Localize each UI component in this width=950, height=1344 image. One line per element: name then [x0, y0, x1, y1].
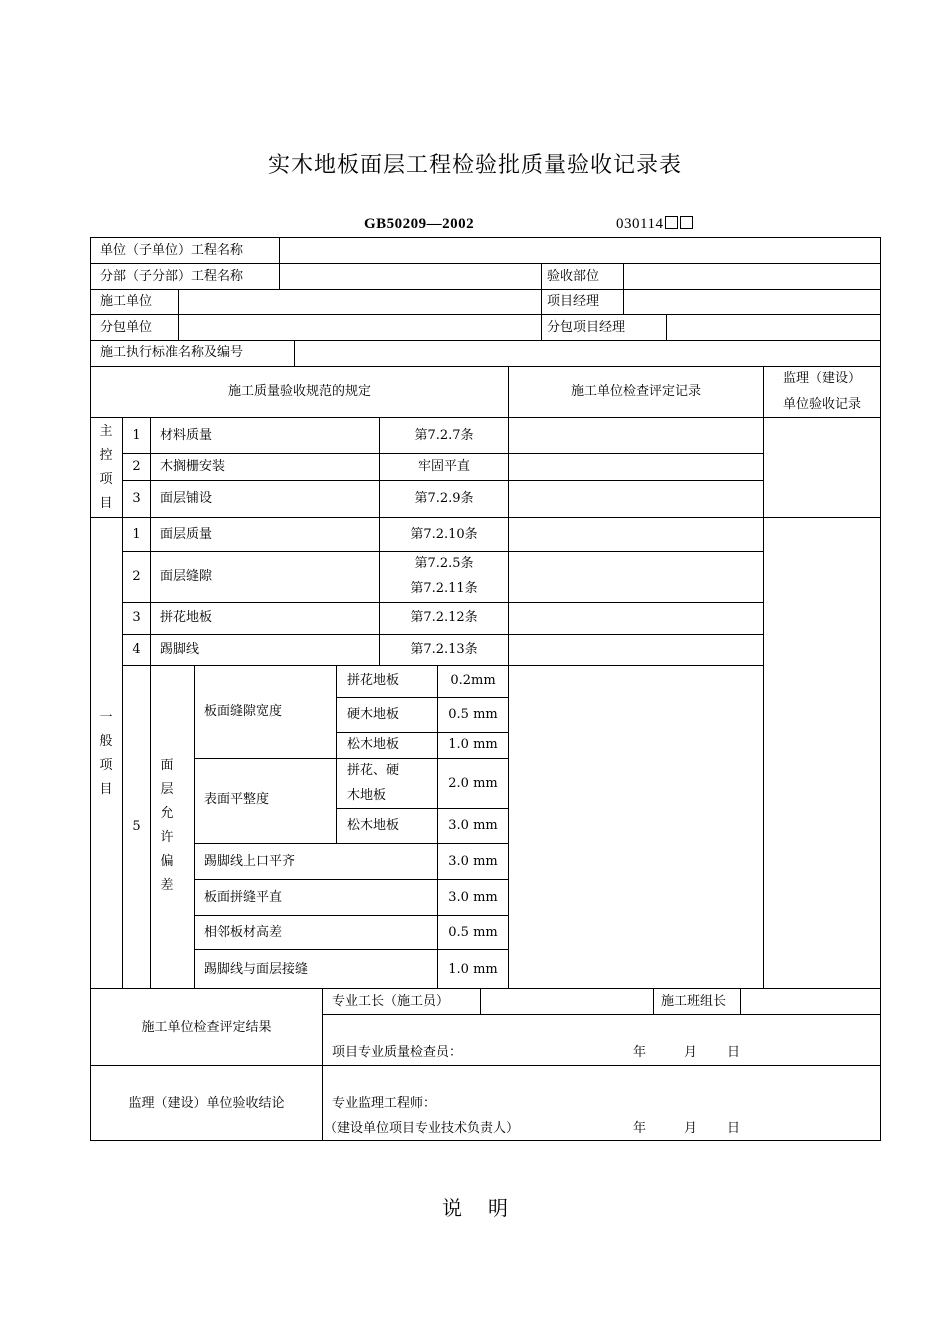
item-name: 木搁栅安装 [160, 459, 226, 474]
vline [666, 314, 667, 340]
vline [90, 237, 91, 1141]
hline [90, 263, 881, 264]
main-items-group-label: 主控项目 [99, 424, 113, 511]
vline [336, 665, 337, 844]
month-label: 月 [684, 1045, 698, 1060]
tolerance-kind-2: 木地板 [347, 788, 387, 803]
hline [336, 808, 509, 809]
hline [90, 237, 881, 238]
vline [150, 417, 151, 989]
hline [122, 453, 763, 454]
vline [880, 237, 881, 1141]
tolerance-value: 0.5 mm [448, 707, 498, 722]
supervisor-column-header-2: 单位验收记录 [782, 397, 861, 412]
item-clause: 第7.2.9条 [414, 491, 474, 506]
hline [122, 551, 763, 552]
vline [322, 988, 323, 1141]
page-title: 实木地板面层工程检验批质量验收记录表 [267, 153, 682, 178]
tolerance-value: 3.0 mm [448, 818, 498, 833]
tolerance-value: 1.0 mm [448, 737, 498, 752]
item-no: 2 [132, 459, 141, 474]
hline [90, 340, 881, 341]
item-no: 4 [132, 642, 141, 657]
tolerance-value: 3.0 mm [448, 854, 498, 869]
tolerance-other-name: 踢脚线上口平齐 [204, 854, 296, 869]
tolerance-other-name: 板面拼缝平直 [204, 890, 283, 905]
tolerance-value: 2.0 mm [448, 776, 498, 791]
hline [122, 634, 763, 635]
hline [194, 758, 509, 759]
standard-name-label: 施工执行标准名称及编号 [100, 345, 244, 360]
item-clause: 第7.2.10条 [410, 527, 478, 542]
vline [279, 237, 280, 289]
tolerance-kind: 硬木地板 [347, 707, 400, 722]
team-leader-label: 施工班组长 [661, 994, 727, 1009]
supervision-conclusion-label: 监理（建设）单位验收结论 [128, 1096, 285, 1111]
tolerance-kind: 松木地板 [347, 818, 400, 833]
day-label: 日 [727, 1045, 741, 1060]
item-clause: 第7.2.13条 [410, 642, 478, 657]
item-name: 踢脚线 [160, 642, 200, 657]
foreman-label: 专业工长（施工员） [332, 994, 450, 1009]
construction-unit-label: 施工单位 [100, 294, 153, 309]
vline [508, 366, 509, 989]
tolerance-value: 1.0 mm [448, 962, 498, 977]
tolerance-kind: 松木地板 [347, 737, 400, 752]
hline [122, 602, 763, 603]
owner-tech-label: （建设单位项目专业技术负责人） [324, 1121, 520, 1136]
supervisor-engineer-label: 专业监理工程师： [332, 1096, 437, 1111]
qc-inspector-label: 项目专业质量检查员： [332, 1045, 463, 1060]
year-label: 年 [633, 1121, 647, 1136]
month-label: 月 [684, 1121, 698, 1136]
vline [653, 988, 654, 1014]
item-clause: 牢固平直 [417, 459, 470, 474]
hline [322, 1014, 881, 1015]
hline [90, 314, 881, 315]
acceptance-part-label: 验收部位 [547, 269, 600, 284]
vline [294, 340, 295, 366]
vline [480, 988, 481, 1014]
vline [763, 366, 764, 989]
supervisor-column-header-1: 监理（建设） [782, 371, 861, 386]
subcontract-manager-label: 分包项目经理 [547, 320, 626, 335]
vline [178, 289, 179, 340]
hline [194, 879, 509, 880]
project-manager-label: 项目经理 [547, 294, 600, 309]
hline [194, 843, 509, 844]
hline [90, 1065, 881, 1066]
spec-column-header: 施工质量验收规范的规定 [227, 384, 371, 399]
hline [336, 732, 509, 733]
vline [194, 665, 195, 989]
tolerance-other-name: 相邻板材高差 [204, 925, 283, 940]
item-name: 面层铺设 [160, 491, 213, 506]
flatness-label: 表面平整度 [204, 792, 270, 807]
vline [623, 263, 624, 314]
item-clause: 第7.2.12条 [410, 610, 478, 625]
checkbox-2[interactable] [680, 216, 693, 229]
item-name: 面层质量 [160, 527, 213, 542]
item-name: 拼花地板 [160, 610, 213, 625]
item-clause: 第7.2.5条 [414, 556, 474, 571]
hline [122, 480, 763, 481]
vline [541, 263, 542, 340]
item-no: 2 [132, 569, 141, 584]
item-no: 1 [132, 428, 141, 443]
hline [194, 949, 509, 950]
form-code-text: 030114 [616, 216, 664, 232]
item-no: 3 [132, 610, 141, 625]
gap-width-label: 板面缝隙宽度 [204, 704, 283, 719]
explain-heading: 说明 [442, 1196, 534, 1220]
item-clause-2: 第7.2.11条 [410, 581, 478, 596]
hline [336, 697, 509, 698]
year-label: 年 [633, 1045, 647, 1060]
item-name: 材料质量 [160, 428, 213, 443]
hline [194, 915, 509, 916]
tolerance-value: 0.5 mm [448, 925, 498, 940]
item-no: 3 [132, 491, 141, 506]
item-name: 面层缝隙 [160, 569, 213, 584]
sub-project-name-label: 分部（子分部）工程名称 [100, 269, 244, 284]
check-result-label: 施工单位检查评定结果 [141, 1020, 272, 1035]
hline [90, 289, 881, 290]
form-code [616, 216, 693, 233]
project-name-label: 单位（子单位）工程名称 [100, 243, 244, 258]
checkbox-1[interactable] [665, 216, 678, 229]
subcontract-unit-label: 分包单位 [100, 320, 153, 335]
day-label: 日 [727, 1121, 741, 1136]
hline [90, 1140, 881, 1141]
tolerance-kind: 拼花、硬 [347, 763, 400, 778]
tolerance-group-label: 面层允许偏差 [160, 758, 174, 893]
hline [122, 665, 763, 666]
tolerance-value: 3.0 mm [448, 890, 498, 905]
item-no: 1 [132, 527, 141, 542]
vline [740, 988, 741, 1014]
item-clause: 第7.2.7条 [414, 428, 474, 443]
general-items-group-label: 一般项目 [99, 710, 113, 797]
tolerance-value: 0.2mm [450, 673, 496, 688]
tolerance-other-name: 踢脚线与面层接缝 [204, 962, 309, 977]
tolerance-kind: 拼花地板 [347, 673, 400, 688]
check-record-column-header: 施工单位检查评定记录 [570, 384, 701, 399]
standard-code: GB50209—2002 [364, 216, 475, 232]
item-no: 5 [132, 819, 141, 834]
